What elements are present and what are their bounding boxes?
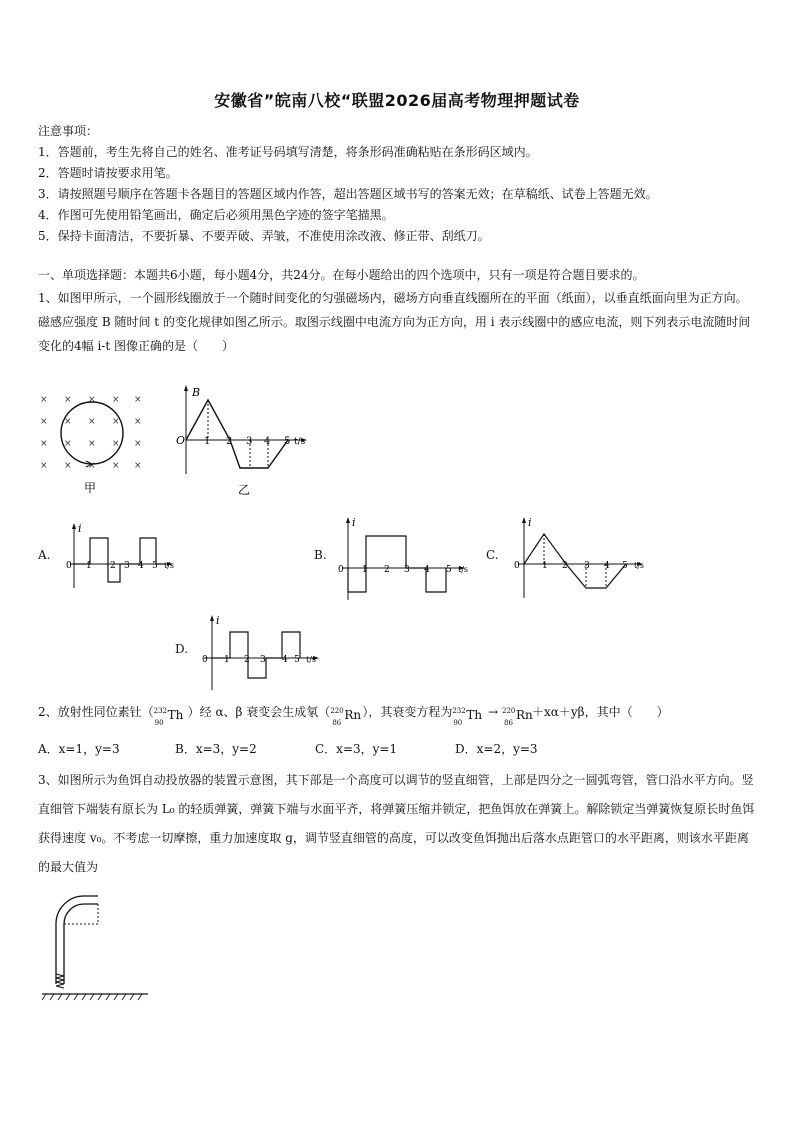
figure-jia-label: 甲 [84,481,97,495]
svg-text:×: × [112,461,120,471]
option-b[interactable]: B．x=3，y=2 [175,742,257,756]
svg-text:×: × [40,439,48,449]
tick-label: 2 [226,436,233,447]
tick-label: 4 [604,561,610,571]
option-label[interactable]: D. [175,642,189,656]
option-label[interactable]: B. [314,548,327,562]
tick-label: 4 [138,561,144,571]
mass-number: 220 [330,706,344,715]
origin-label: 0 [514,561,520,571]
tick-label: 1 [86,561,92,571]
atomic-number: 86 [504,718,513,727]
i-t-curve [524,534,626,588]
question-2-text [38,702,669,727]
svg-text:×: × [134,395,142,405]
tick-label: 5 [622,561,628,571]
tick-label: 4 [424,565,430,575]
arc-tube-inner [64,904,98,984]
element-symbol: Th [466,707,483,722]
i-t-curve [74,538,166,582]
option-a[interactable]: A．x=1，y=3 [38,742,120,756]
svg-text:×: × [134,461,142,471]
option-c[interactable]: C．x=3，y=1 [315,742,398,756]
option-d[interactable]: D．x=2，y=3 [455,742,538,756]
axis-label-i: i [528,516,532,529]
graph-option-a[interactable] [62,520,182,592]
svg-text:×: × [112,439,120,449]
i-t-curve [348,536,446,592]
q2-text-mid1: ）经 α、β 衰变会生成氡（ [187,705,331,719]
option-label[interactable]: A. [38,548,51,562]
svg-text:×: × [112,417,120,427]
tick-label: 4 [264,436,271,447]
tick-label: 3 [404,565,410,575]
figure-yi-label: 乙 [238,483,251,497]
mass-number: 232 [153,706,168,715]
tick-label: 5 [284,436,291,447]
page-title: 安徽省”皖南八校“联盟2026届高考物理押题试卷 [214,91,580,110]
b-t-curve [186,400,291,468]
axis-label-i: i [352,516,356,529]
svg-text:×: × [134,439,142,449]
svg-text:×: × [64,417,72,427]
q2-equation-tail: ＋xα＋yβ，其中（ ） [532,705,669,719]
axis-label-i: i [78,522,82,535]
tick-label: 2 [110,561,116,571]
tick-label: 1 [204,436,211,447]
tick-label: 3 [246,436,253,447]
tick-label: 5 [446,565,452,575]
svg-text:×: × [88,417,96,427]
notice-item: 1．答题前，考生先将自己的姓名、准考证号码填写清楚，将条形码准确粘贴在条形码区域内。 [38,145,538,159]
graph-option-d[interactable] [198,612,328,692]
svg-text:×: × [134,417,142,427]
coil-circle [61,402,123,464]
graph-option-c[interactable] [512,514,652,600]
origin-label: 0 [66,561,72,571]
atomic-number: 90 [453,718,463,727]
element-symbol: Th [167,707,184,722]
tick-label: 2 [244,655,250,665]
nuclide-th [153,705,188,727]
tick-label: 4 [282,655,288,665]
q2-text-before: 2、放射性同位素钍（ [38,705,154,719]
tick-label: 5 [152,561,158,571]
question-1-text: 1、如图甲所示，一个圆形线圈放于一个随时间变化的匀强磁场内，磁场方向垂直线圈所在的平面（纸面），以垂直纸面向里为正方向。磁感应强度 B 随时间 t 的变化规律如图乙所示。取图示线圈中电流方向为正方向，用 i 表示线圈中的感应电流，则下列表示电流随时间变化的4幅 i-t 图像正确的是（ ） [38,291,751,353]
ground-hatch [42,994,142,1000]
notice-item: 3．请按照题号顺序在答题卡各题目的答题区域内作答，超出答题区域书写的答案无效；在草稿纸、试卷上答题无效。 [38,187,658,201]
axis-label-t: t/s [458,565,469,574]
tick-label: 1 [542,561,548,571]
axis-label-i: i [216,614,220,627]
tick-label: 2 [562,561,568,571]
svg-text:×: × [88,439,96,449]
notice-heading: 注意事项： [38,124,99,138]
svg-text:×: × [88,461,96,471]
tick-label: 2 [384,565,390,575]
notice-item: 4．作图可先使用铅笔画出，确定后必须用黑色字迹的签字笔描黑。 [38,208,394,222]
equation-th [452,705,484,727]
tick-label: 1 [224,655,230,665]
axis-label-t: t/s [306,655,317,664]
figure-yi [176,382,316,500]
equation-rn [502,705,533,727]
arrow-icon: → [484,705,503,719]
tick-label: 5 [294,655,300,665]
mass-number: 220 [502,706,516,715]
axis-label-t: t/s [294,437,306,447]
bait-dispenser-figure [38,894,158,1004]
arc-tube-outer [56,896,98,984]
tick-label: 3 [584,561,590,571]
field-crosses [40,395,142,471]
svg-text:×: × [64,461,72,471]
origin-label: 0 [202,655,208,665]
notice-item: 5．保持卡面清洁，不要折暴、不要弄破、弄皱，不准使用涂改液、修正带、刮纸刀。 [38,229,490,243]
spring-icon [56,974,64,988]
section-heading: 一、单项选择题：本题共6小题，每小题4分，共24分。在每小题给出的四个选项中，只有一项是符合题目要求的。 [38,268,645,282]
axis-label-t: t/s [164,561,175,570]
question-3-text: 3、如图所示为鱼饵自动投放器的装置示意图，其下部是一个高度可以调节的竖直细管，上部是四分之一圆弧弯管，管口沿水平方向。竖直细管下端装有原长为 L₀ 的轻质弹簧，弹簧下端与水面平齐，将弹簧压缩并锁定，把鱼饵放在弹簧上。解除锁定当弹簧恢复原长时鱼饵获得速度 v₀。不考虑一切摩擦，重力加速度取 g，调节竖直细管的高度，可以改变鱼饵抛出后落水点距管口的水平距离，则该水平距离的最大值为 [38,773,755,874]
axis-label-B: B [192,386,201,399]
mass-number: 232 [452,706,466,715]
tick-label: 1 [362,565,368,575]
tick-label: 3 [260,655,266,665]
atomic-number: 90 [154,718,164,727]
svg-text:×: × [40,417,48,427]
svg-text:×: × [64,439,72,449]
svg-text:×: × [40,461,48,471]
atomic-number: 86 [332,718,342,727]
origin-label: 0 [338,565,344,575]
origin-label: O [176,434,186,447]
svg-text:×: × [40,395,48,405]
q2-text-mid2: ），其衰变方程为 [362,705,453,719]
element-symbol: Rn [516,707,533,722]
svg-text:×: × [88,395,96,405]
axis-label-t: t/s [634,561,645,570]
tick-label: 3 [124,561,130,571]
svg-text:×: × [112,395,120,405]
option-label[interactable]: C. [486,548,499,562]
svg-text:×: × [64,395,72,405]
notice-item: 2．答题时请按要求用笔。 [38,166,178,180]
element-symbol: Rn [344,707,362,722]
nuclide-rn [330,705,362,727]
graph-option-b[interactable] [336,514,476,602]
figure-jia [36,388,146,500]
